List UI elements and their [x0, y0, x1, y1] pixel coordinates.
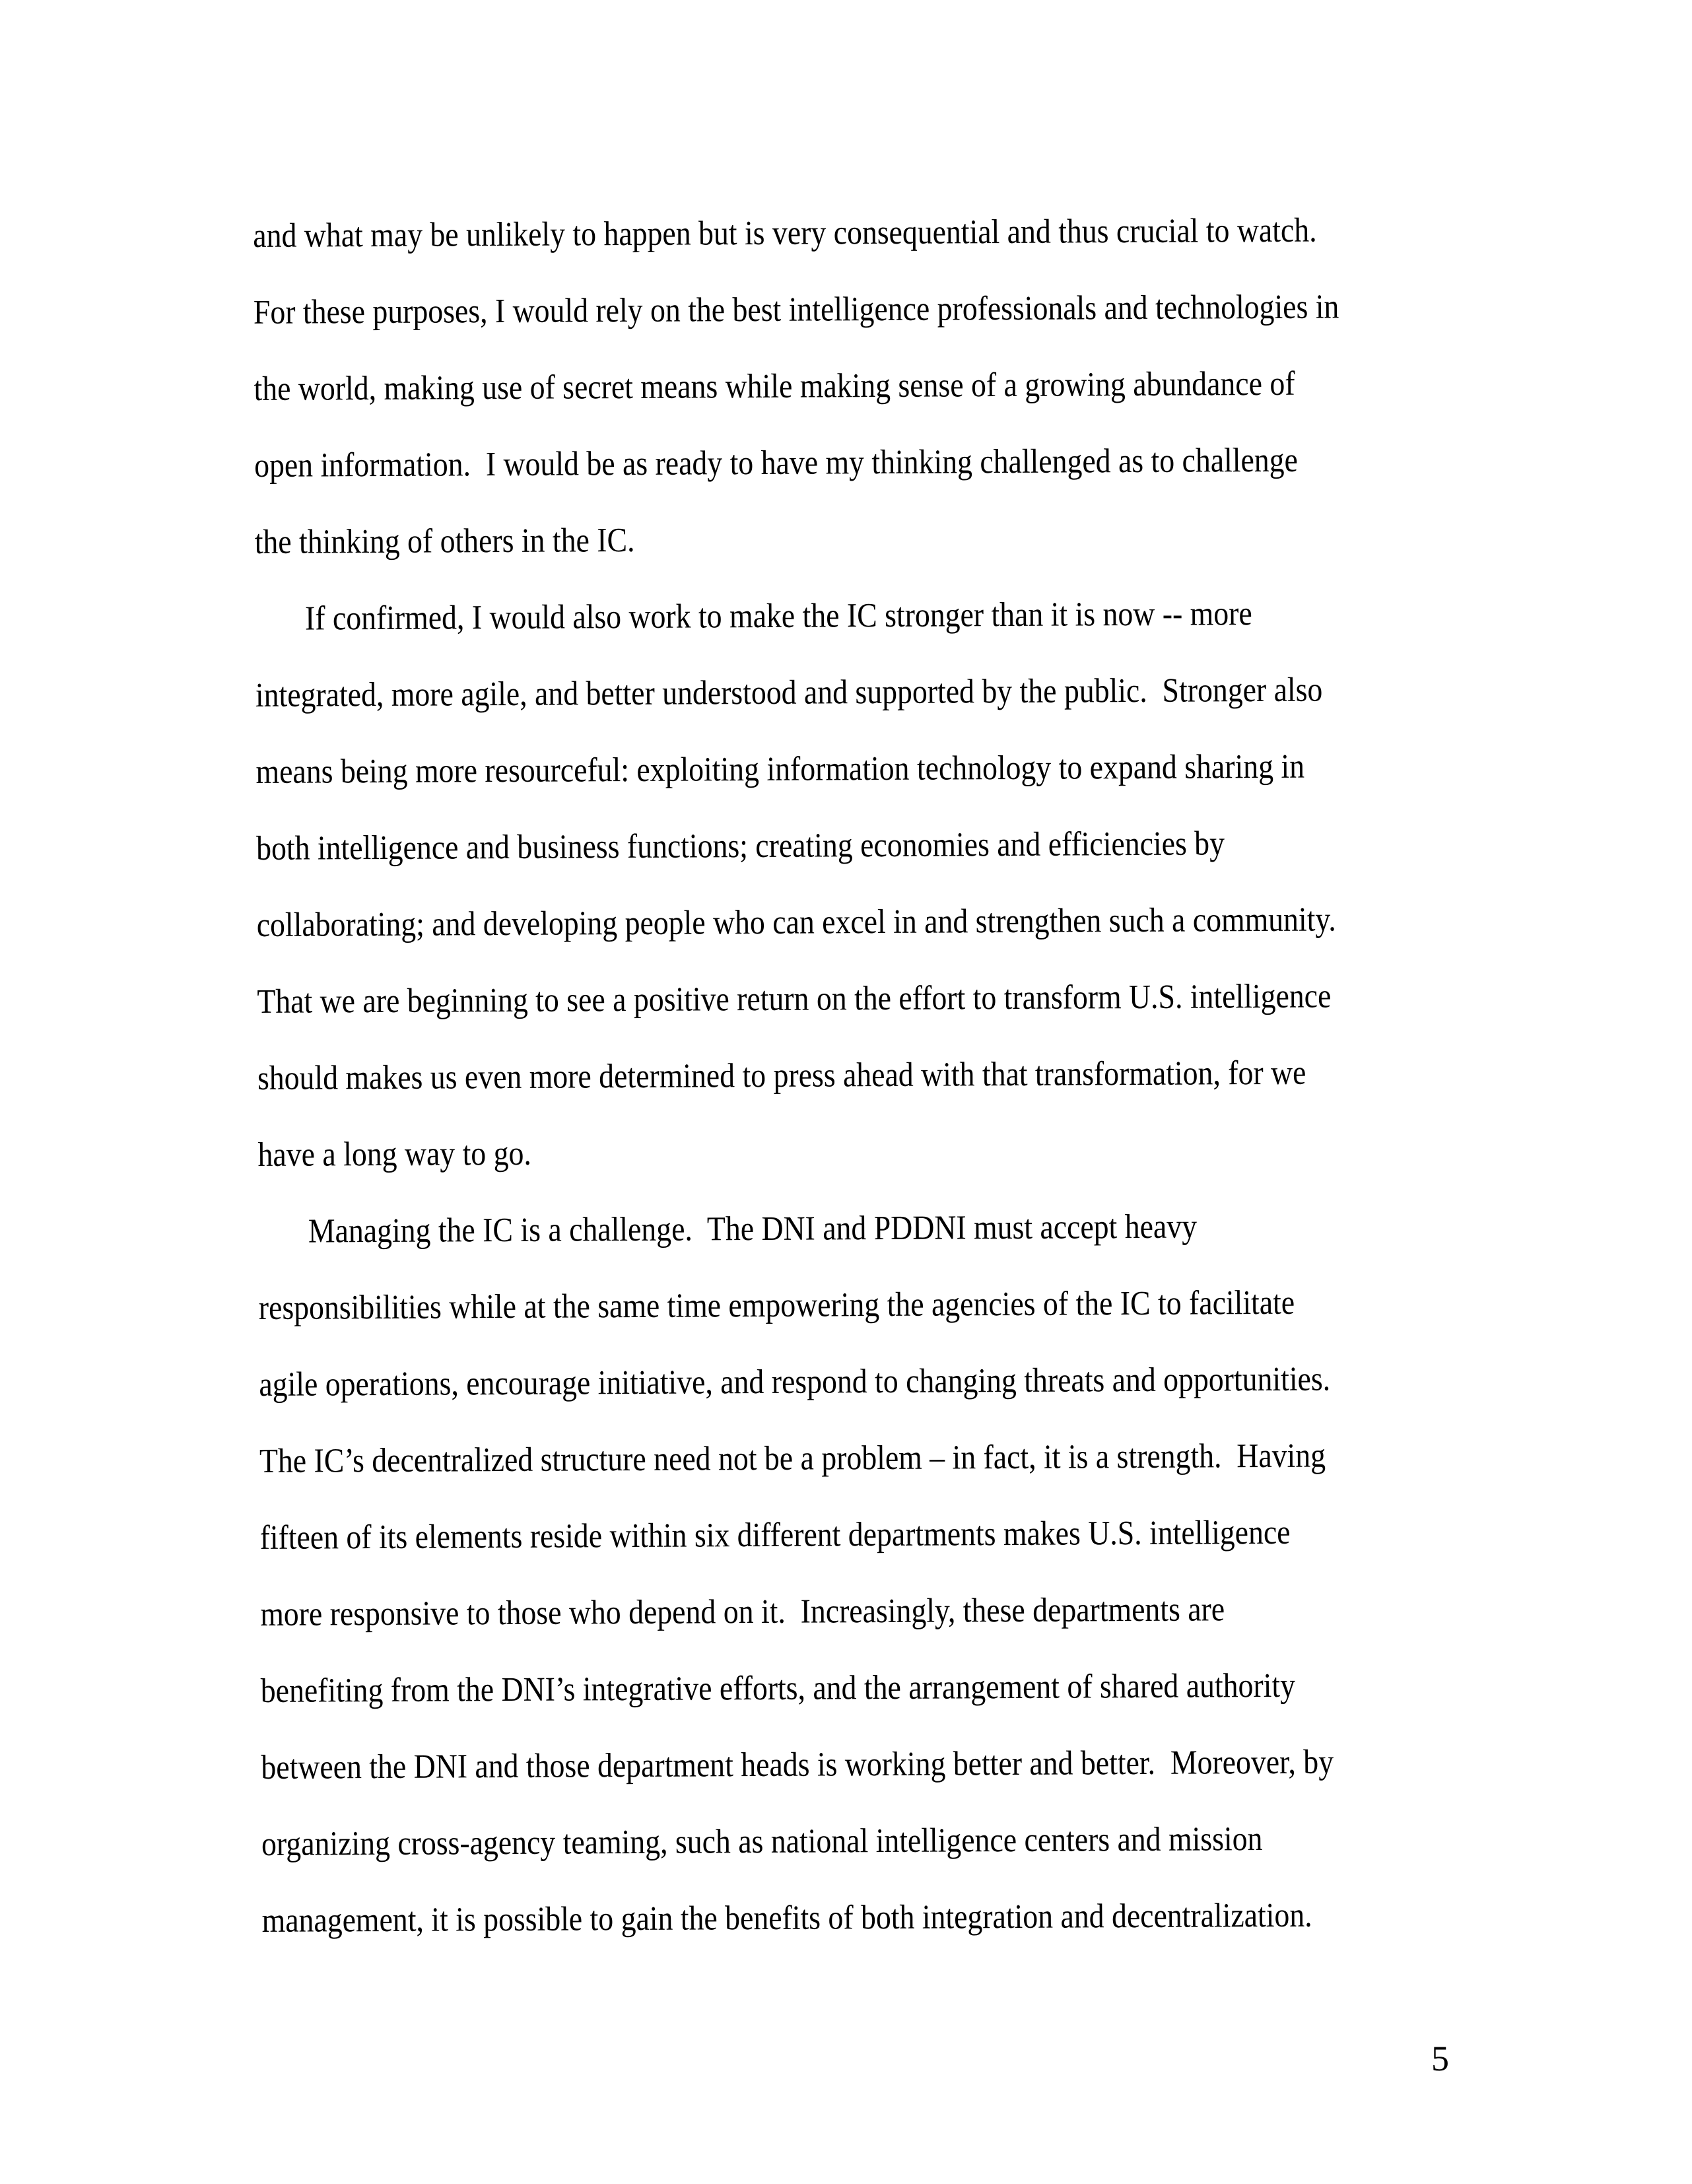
text-line: responsibilities while at the same time empowering the agencies of the IC to facilitate — [258, 1283, 1295, 1327]
text-line: management, it is possible to gain the benefits of both integration and decentralization. — [261, 1896, 1312, 1940]
text-line: between the DNI and those department heads is working better and better. Moreover, by — [261, 1743, 1334, 1787]
text-line: and what may be unlikely to happen but is very consequential and thus crucial to watch. — [253, 211, 1317, 255]
text-line: Managing the IC is a challenge. The DNI and PDDNI must accept heavy — [308, 1208, 1198, 1250]
text-line: benefiting from the DNI’s integrative efforts, and the arrangement of shared authority — [260, 1666, 1296, 1710]
text-line: should makes us even more determined to press ahead with that transformation, for we — [257, 1054, 1306, 1097]
text-line: have a long way to go. — [257, 1134, 532, 1174]
document-text — [253, 191, 1582, 1960]
text-line: more responsive to those who depend on it. Increasingly, these departments are — [260, 1590, 1225, 1633]
text-line: means being more resourceful: exploiting information technology to expand sharing in — [255, 747, 1305, 791]
text-line: fifteen of its elements reside within six different departments makes U.S. intelligence — [259, 1513, 1291, 1557]
text-line: integrated, more agile, and better understood and supported by the public. Stronger also — [255, 671, 1323, 714]
text-line: organizing cross-agency teaming, such as national intelligence centers and mission — [261, 1820, 1263, 1863]
text-line: the world, making use of secret means while making sense of a growing abundance of — [254, 364, 1295, 408]
text-line: open information. I would be as ready to have my thinking challenged as to challenge — [254, 441, 1299, 485]
text-line: agile operations, encourage initiative, and respond to changing threats and opportunities. — [259, 1360, 1331, 1404]
text-line: If confirmed, I would also work to make the IC stronger than it is now -- more — [304, 595, 1252, 638]
text-line: the thinking of others in the IC. — [254, 521, 635, 561]
text-line: For these purposes, I would rely on the best intelligence professionals and technologies in — [253, 288, 1339, 331]
text-line: collaborating; and developing people who can excel in and strengthen such a community. — [256, 901, 1336, 944]
page-number: 5 — [1431, 2039, 1449, 2078]
text-line: both intelligence and business functions; creating economies and efficiencies by — [256, 825, 1225, 868]
text-line: The IC’s decentralized structure need not be a problem – in fact, it is a strength. Having — [259, 1437, 1326, 1480]
text-line: That we are beginning to see a positive return on the effort to transform U.S. intelligence — [257, 977, 1332, 1021]
